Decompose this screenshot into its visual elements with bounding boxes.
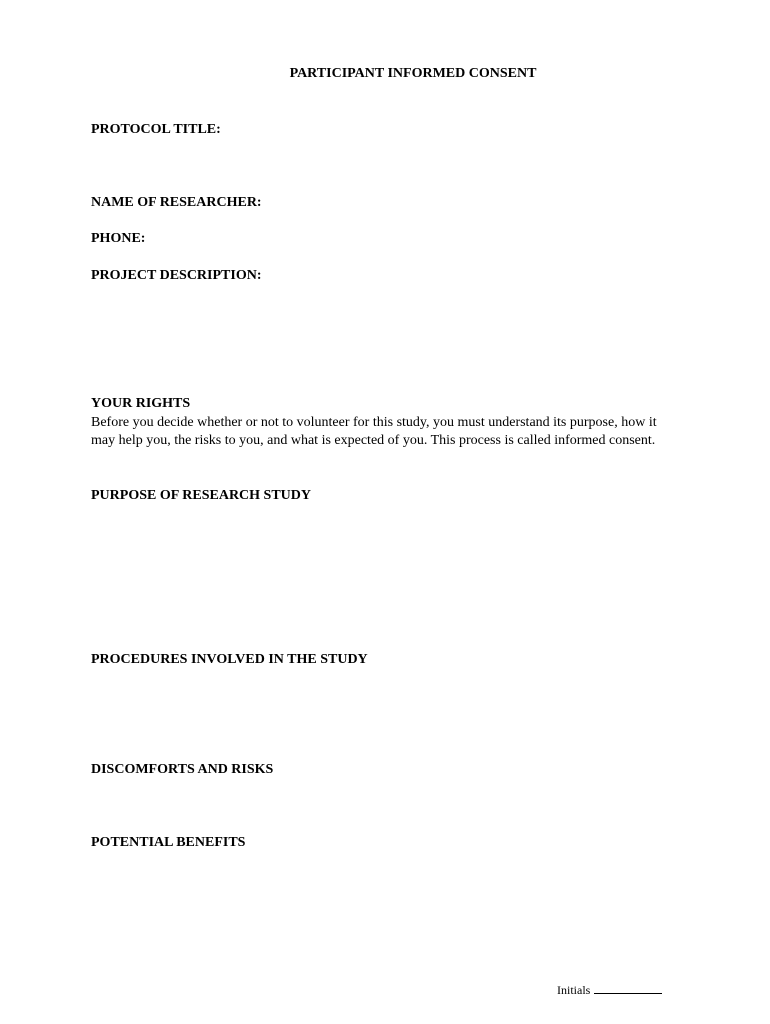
- discomforts-risks-heading: DISCOMFORTS AND RISKS: [91, 762, 274, 777]
- purpose-heading: PURPOSE OF RESEARCH STUDY: [91, 488, 312, 503]
- your-rights-heading: YOUR RIGHTS: [91, 396, 191, 411]
- potential-benefits-heading: POTENTIAL BENEFITS: [91, 835, 246, 850]
- phone-label: PHONE:: [91, 231, 146, 246]
- your-rights-text: Before you decide whether or not to volunteer for this study, you must understand its purpose, how it may help you, the risks to you, and what is expected of you. This process is called informed consent.: [91, 415, 657, 448]
- researcher-name-label: NAME OF RESEARCHER:: [91, 195, 262, 210]
- initials-label: Initials: [557, 983, 591, 997]
- protocol-title-label: PROTOCOL TITLE:: [91, 122, 221, 137]
- initials-blank-line: [594, 983, 662, 994]
- project-description-label: PROJECT DESCRIPTION:: [91, 268, 262, 283]
- initials-field: [557, 983, 662, 998]
- document-title: PARTICIPANT INFORMED CONSENT: [289, 66, 537, 81]
- procedures-heading: PROCEDURES INVOLVED IN THE STUDY: [91, 652, 368, 667]
